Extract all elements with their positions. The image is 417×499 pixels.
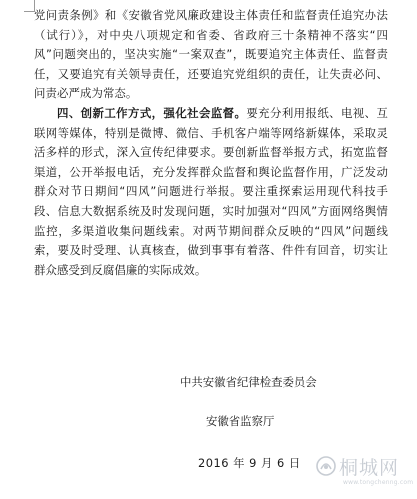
- signature-organization-1: 中共安徽省纪律检查委员会: [180, 375, 317, 389]
- signature-date: 2016 年 9 月 6 日: [198, 456, 301, 470]
- section-body-text: 要充分利用报纸、电视、互联网等媒体，特别是微博、微信、手机客户端等网络新媒体，采取灵活多样的形式，深入宣传纪律要求。要创新监督举报方式，拓宽监督渠道，公开举报电话，充分发挥群众监督和舆论监督作用，广泛发动群众对节日期间“四风”问题进行举报。要注重探索运用现代科技手段、信息大数据系统及时发现问题，实时加强对“四风”方面网络舆情监控，多渠道收集问题线索。对两节期间群众反映的“四风”问题线索，要及时受理、认真核查，做到事事有着落、件件有回音，切实让群众感受到反腐倡廉的实际成效。: [34, 105, 389, 277]
- watermark-brand: 桐城网: [339, 457, 400, 479]
- watermark: [315, 451, 414, 493]
- watermark-url: www.tongchenng.com: [343, 479, 414, 486]
- watermark-logo-icon: [315, 455, 337, 477]
- body-paragraph-1: 党问责条例》和《安徽省党风廉政建设主体责任和监督责任追究办法（试行）》，对中央八项规定和省委、省政府三十条精神不落实“四风”问题突出的，坚决实施“一案双查”，既要追究主体责任、监督责任，又要追究有关领导责任，还要追究党组织的责任，让失责必问、问责必严成为常态。: [34, 8, 388, 101]
- section-heading: 四、创新工作方式，强化社会监督。: [57, 105, 247, 120]
- signature-organization-2: 安徽省监察厅: [206, 414, 275, 428]
- body-paragraph-section-4: [34, 104, 388, 280]
- document-body: [34, 6, 388, 280]
